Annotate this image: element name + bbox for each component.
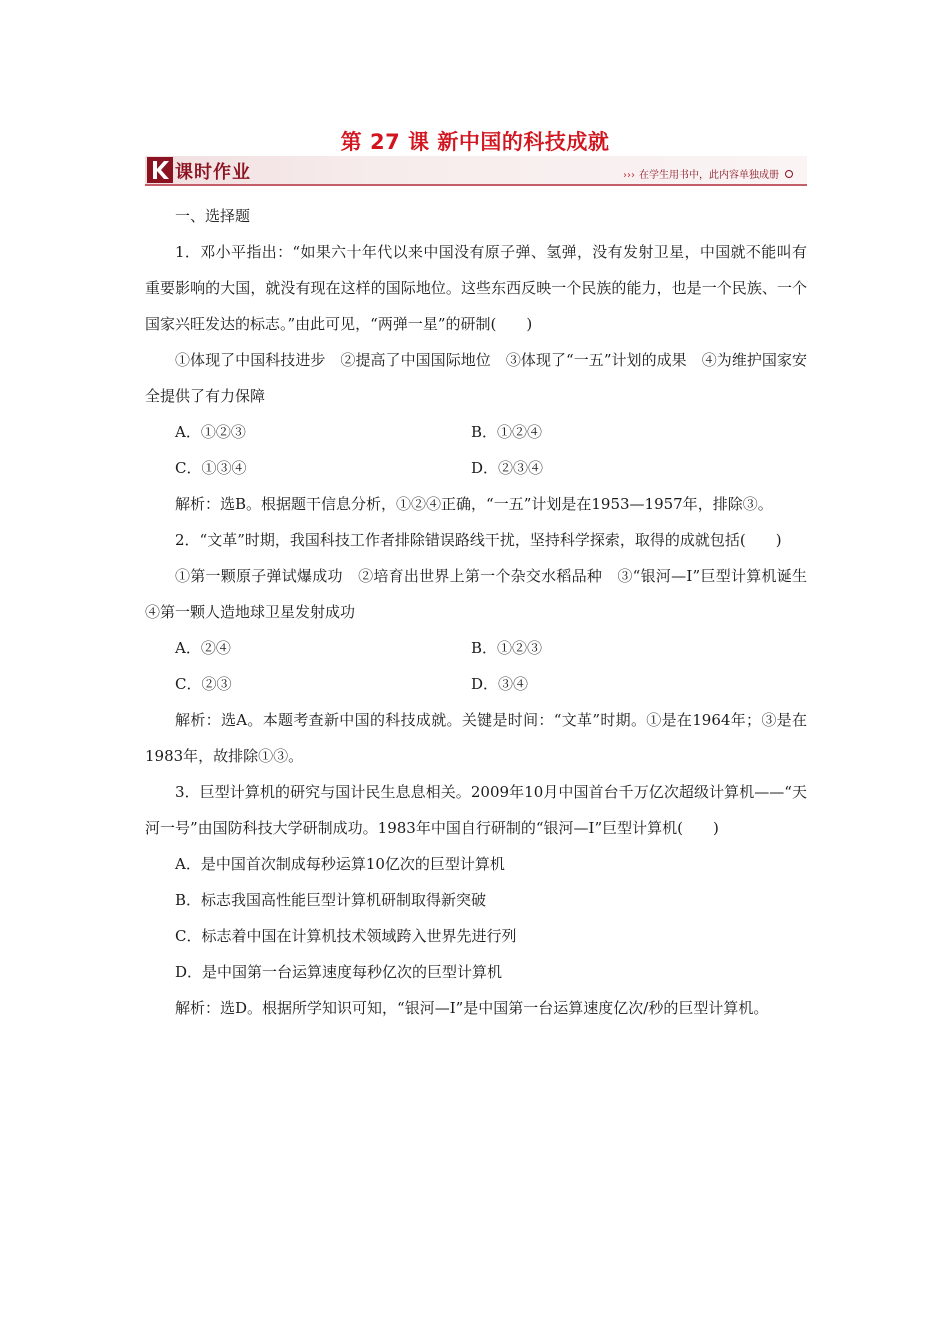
option-c: C．①③④ (175, 459, 247, 477)
banner-note-text: 在学生用书中，此内容单独成册 (639, 170, 779, 181)
option-b: B．①②③ (471, 639, 543, 657)
question-3-stem: 3．巨型计算机的研究与国计民生息息相关。2009年10月中国首台千万亿次超级计算机——“天河一号”由国防科技大学研制成功。1983年中国自行研制的“银河—Ⅰ”巨型计算机( ) (145, 783, 807, 837)
circle-icon (785, 170, 793, 178)
page-title: 第 27 课 新中国的科技成就 (340, 130, 610, 154)
banner-note (623, 166, 793, 181)
section-heading: 一、选择题 (175, 207, 251, 225)
question-1-analysis: 解析：选B。根据题干信息分析，①②④正确，“一五”计划是在1953—1957年，排除③。 (175, 495, 773, 513)
option-b: B．①②④ (471, 423, 543, 441)
question-2-options-row-1 (145, 630, 807, 666)
question-3-analysis: 解析：选D。根据所学知识可知，“银河—Ⅰ”是中国第一台运算速度亿次/秒的巨型计算机。 (175, 999, 769, 1017)
question-1-items: ①体现了中国科技进步 ②提高了中国国际地位 ③体现了“一五”计划的成果 ④为维护国家安全提供了有力保障 (145, 351, 807, 405)
option-b: B．标志我国高性能巨型计算机研制取得新突破 (175, 891, 487, 909)
option-d: D．③④ (471, 675, 529, 693)
question-1-stem: 1．邓小平指出：“如果六十年代以来中国没有原子弹、氢弹，没有发射卫星，中国就不能叫有重要影响的大国，就没有现在这样的国际地位。这些东西反映一个民族的能力，也是一个民族、一个国家兴旺发达的标志。”由此可见，“两弹一星”的研制( ) (145, 243, 807, 333)
option-c: C．标志着中国在计算机技术领域跨入世界先进行列 (175, 927, 517, 945)
option-a: A．①②③ (175, 423, 246, 441)
document-body (145, 198, 823, 1026)
question-2-analysis: 解析：选A。本题考查新中国的科技成就。关键是时间：“文革”时期。①是在1964年；③是在1983年，故排除①③。 (145, 711, 807, 765)
question-1-options-row-1 (145, 414, 807, 450)
question-1-options-row-2 (145, 450, 807, 486)
option-c: C．②③ (175, 675, 232, 693)
option-d: D．②③④ (471, 459, 544, 477)
option-a: A．是中国首次制成每秒运算10亿次的巨型计算机 (175, 855, 505, 873)
option-d: D．是中国第一台运算速度每秒亿次的巨型计算机 (175, 963, 503, 981)
question-2-stem: 2．“文革”时期，我国科技工作者排除错误路线干扰，坚持科学探索，取得的成就包括( ) (175, 531, 782, 549)
arrows-icon: ››› (623, 170, 635, 181)
banner-label: 课时作业 (175, 162, 251, 183)
k-logo-icon (145, 154, 179, 186)
homework-banner (145, 152, 807, 188)
option-a: A．②④ (175, 639, 231, 657)
question-2-options-row-2 (145, 666, 807, 702)
question-2-items: ①第一颗原子弹试爆成功 ②培育出世界上第一个杂交水稻品种 ③“银河—Ⅰ”巨型计算机诞生 ④第一颗人造地球卫星发射成功 (145, 567, 823, 621)
